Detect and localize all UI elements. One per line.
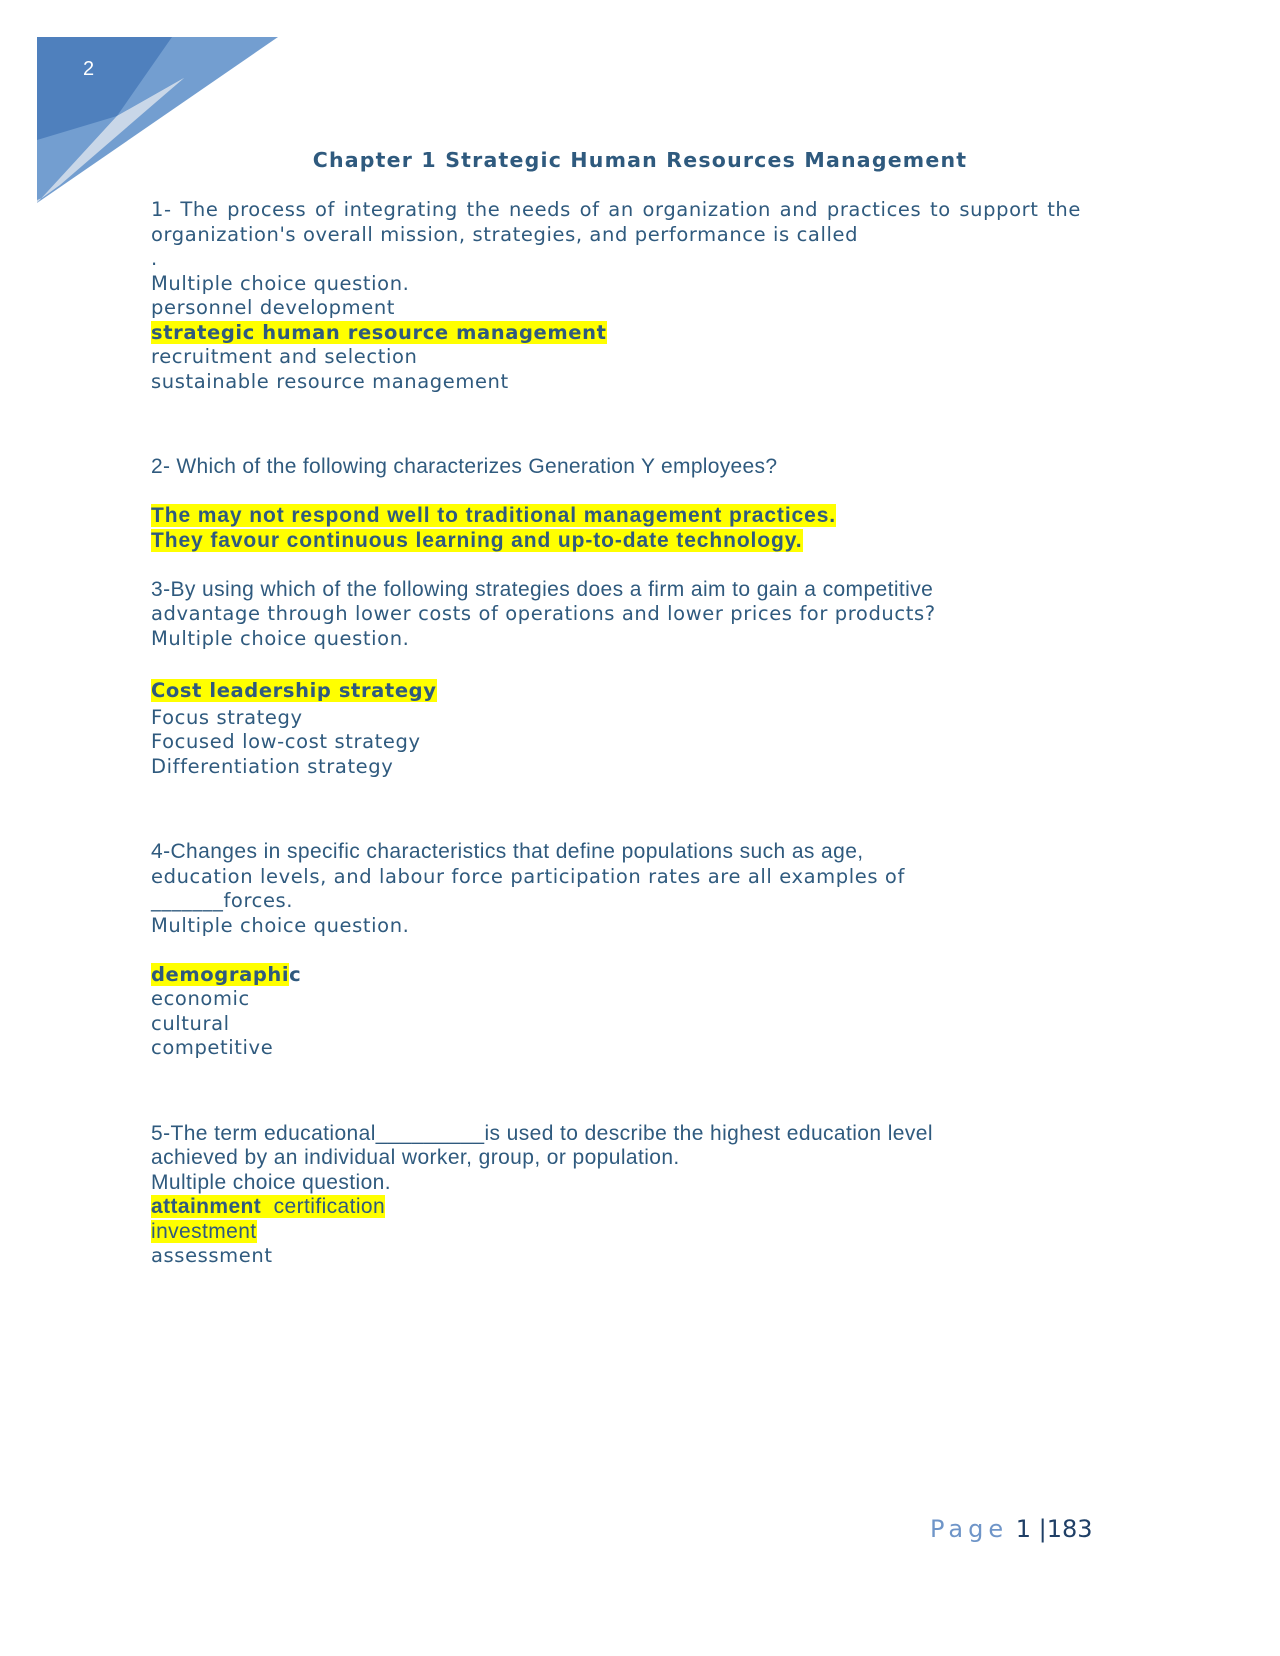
- correct-answer-rest: c: [289, 962, 302, 986]
- question-type-label: Multiple choice question.: [151, 626, 410, 650]
- option: competitive: [151, 1036, 274, 1059]
- question-number: 3-: [151, 577, 171, 601]
- option: Focus strategy: [151, 705, 303, 729]
- question-2: [151, 455, 1081, 553]
- chapter-page-badge: 2: [83, 58, 95, 80]
- question-3-text-cont: advantage through lower costs of operations and lower prices for products?: [151, 602, 936, 625]
- option: Differentiation strategy: [151, 754, 394, 778]
- page-separator: |: [1038, 1515, 1047, 1543]
- question-type-label: Multiple choice question.: [151, 913, 410, 937]
- question-number: 5-: [151, 1121, 171, 1145]
- question-type-label: Multiple choice question.: [151, 271, 410, 295]
- page-word: Page: [930, 1515, 1009, 1543]
- option: recruitment and selection: [151, 345, 418, 368]
- question-4-text: [151, 840, 1081, 865]
- total-pages: 183: [1046, 1515, 1093, 1543]
- question-number: 2-: [151, 455, 171, 478]
- option: investment: [151, 1219, 257, 1243]
- question-type-label: Multiple choice question.: [151, 1170, 391, 1194]
- question-2-text: [151, 455, 1081, 480]
- question-5-text-cont: achieved by an individual worker, group, or population.: [151, 1146, 680, 1169]
- option: assessment: [151, 1244, 273, 1267]
- option: sustainable resource management: [151, 369, 509, 393]
- question-3-text: [151, 578, 1081, 603]
- option-inline: certification: [261, 1195, 386, 1218]
- question-5: [151, 1122, 1081, 1269]
- question-1-text-cont: .: [151, 247, 158, 270]
- chapter-title: Chapter 1 Strategic Human Resources Management: [312, 148, 968, 172]
- correct-answer: attainment: [151, 1195, 262, 1218]
- correct-answer: strategic human resource management: [151, 320, 607, 344]
- question-text: Changes in specific characteristics that define populations such as age,: [170, 840, 864, 863]
- option: cultural: [151, 1011, 230, 1035]
- question-text: The process of integrating the needs of an organization and practices to support the organization's overall mission, strategies, and performance is called: [151, 198, 1081, 246]
- question-text: Which of the following characterizes Generation Y employees?: [176, 455, 778, 478]
- question-text: The term educational_________is used to describe the highest education level: [170, 1121, 933, 1145]
- current-page: 1: [1015, 1515, 1032, 1543]
- option: Focused low-cost strategy: [151, 730, 421, 753]
- question-4-text-cont: education levels, and labour force participation rates are all examples of: [151, 864, 905, 888]
- question-text: By using which of the following strategies does a firm aim to gain a competitive: [170, 577, 934, 601]
- page-footer: [930, 1515, 1093, 1543]
- question-5-text: [151, 1122, 1081, 1147]
- corner-decoration: [0, 0, 300, 220]
- option: personnel development: [151, 296, 396, 319]
- question-number: 1-: [151, 198, 172, 221]
- correct-answer: They favour continuous learning and up-to-date technology.: [151, 528, 803, 552]
- question-1-text: [151, 198, 1081, 247]
- question-3: [151, 578, 1081, 780]
- correct-answer: The may not respond well to traditional management practices.: [151, 504, 837, 527]
- document-body: [151, 198, 1081, 1269]
- correct-answer: Cost leadership strategy: [151, 678, 437, 702]
- correct-answer-highlight: demographi: [151, 962, 290, 986]
- option: economic: [151, 987, 250, 1010]
- question-number: 4-: [151, 840, 171, 863]
- question-4: [151, 840, 1081, 1061]
- question-1: [151, 198, 1081, 394]
- question-4-text-blank: _______forces.: [151, 889, 294, 912]
